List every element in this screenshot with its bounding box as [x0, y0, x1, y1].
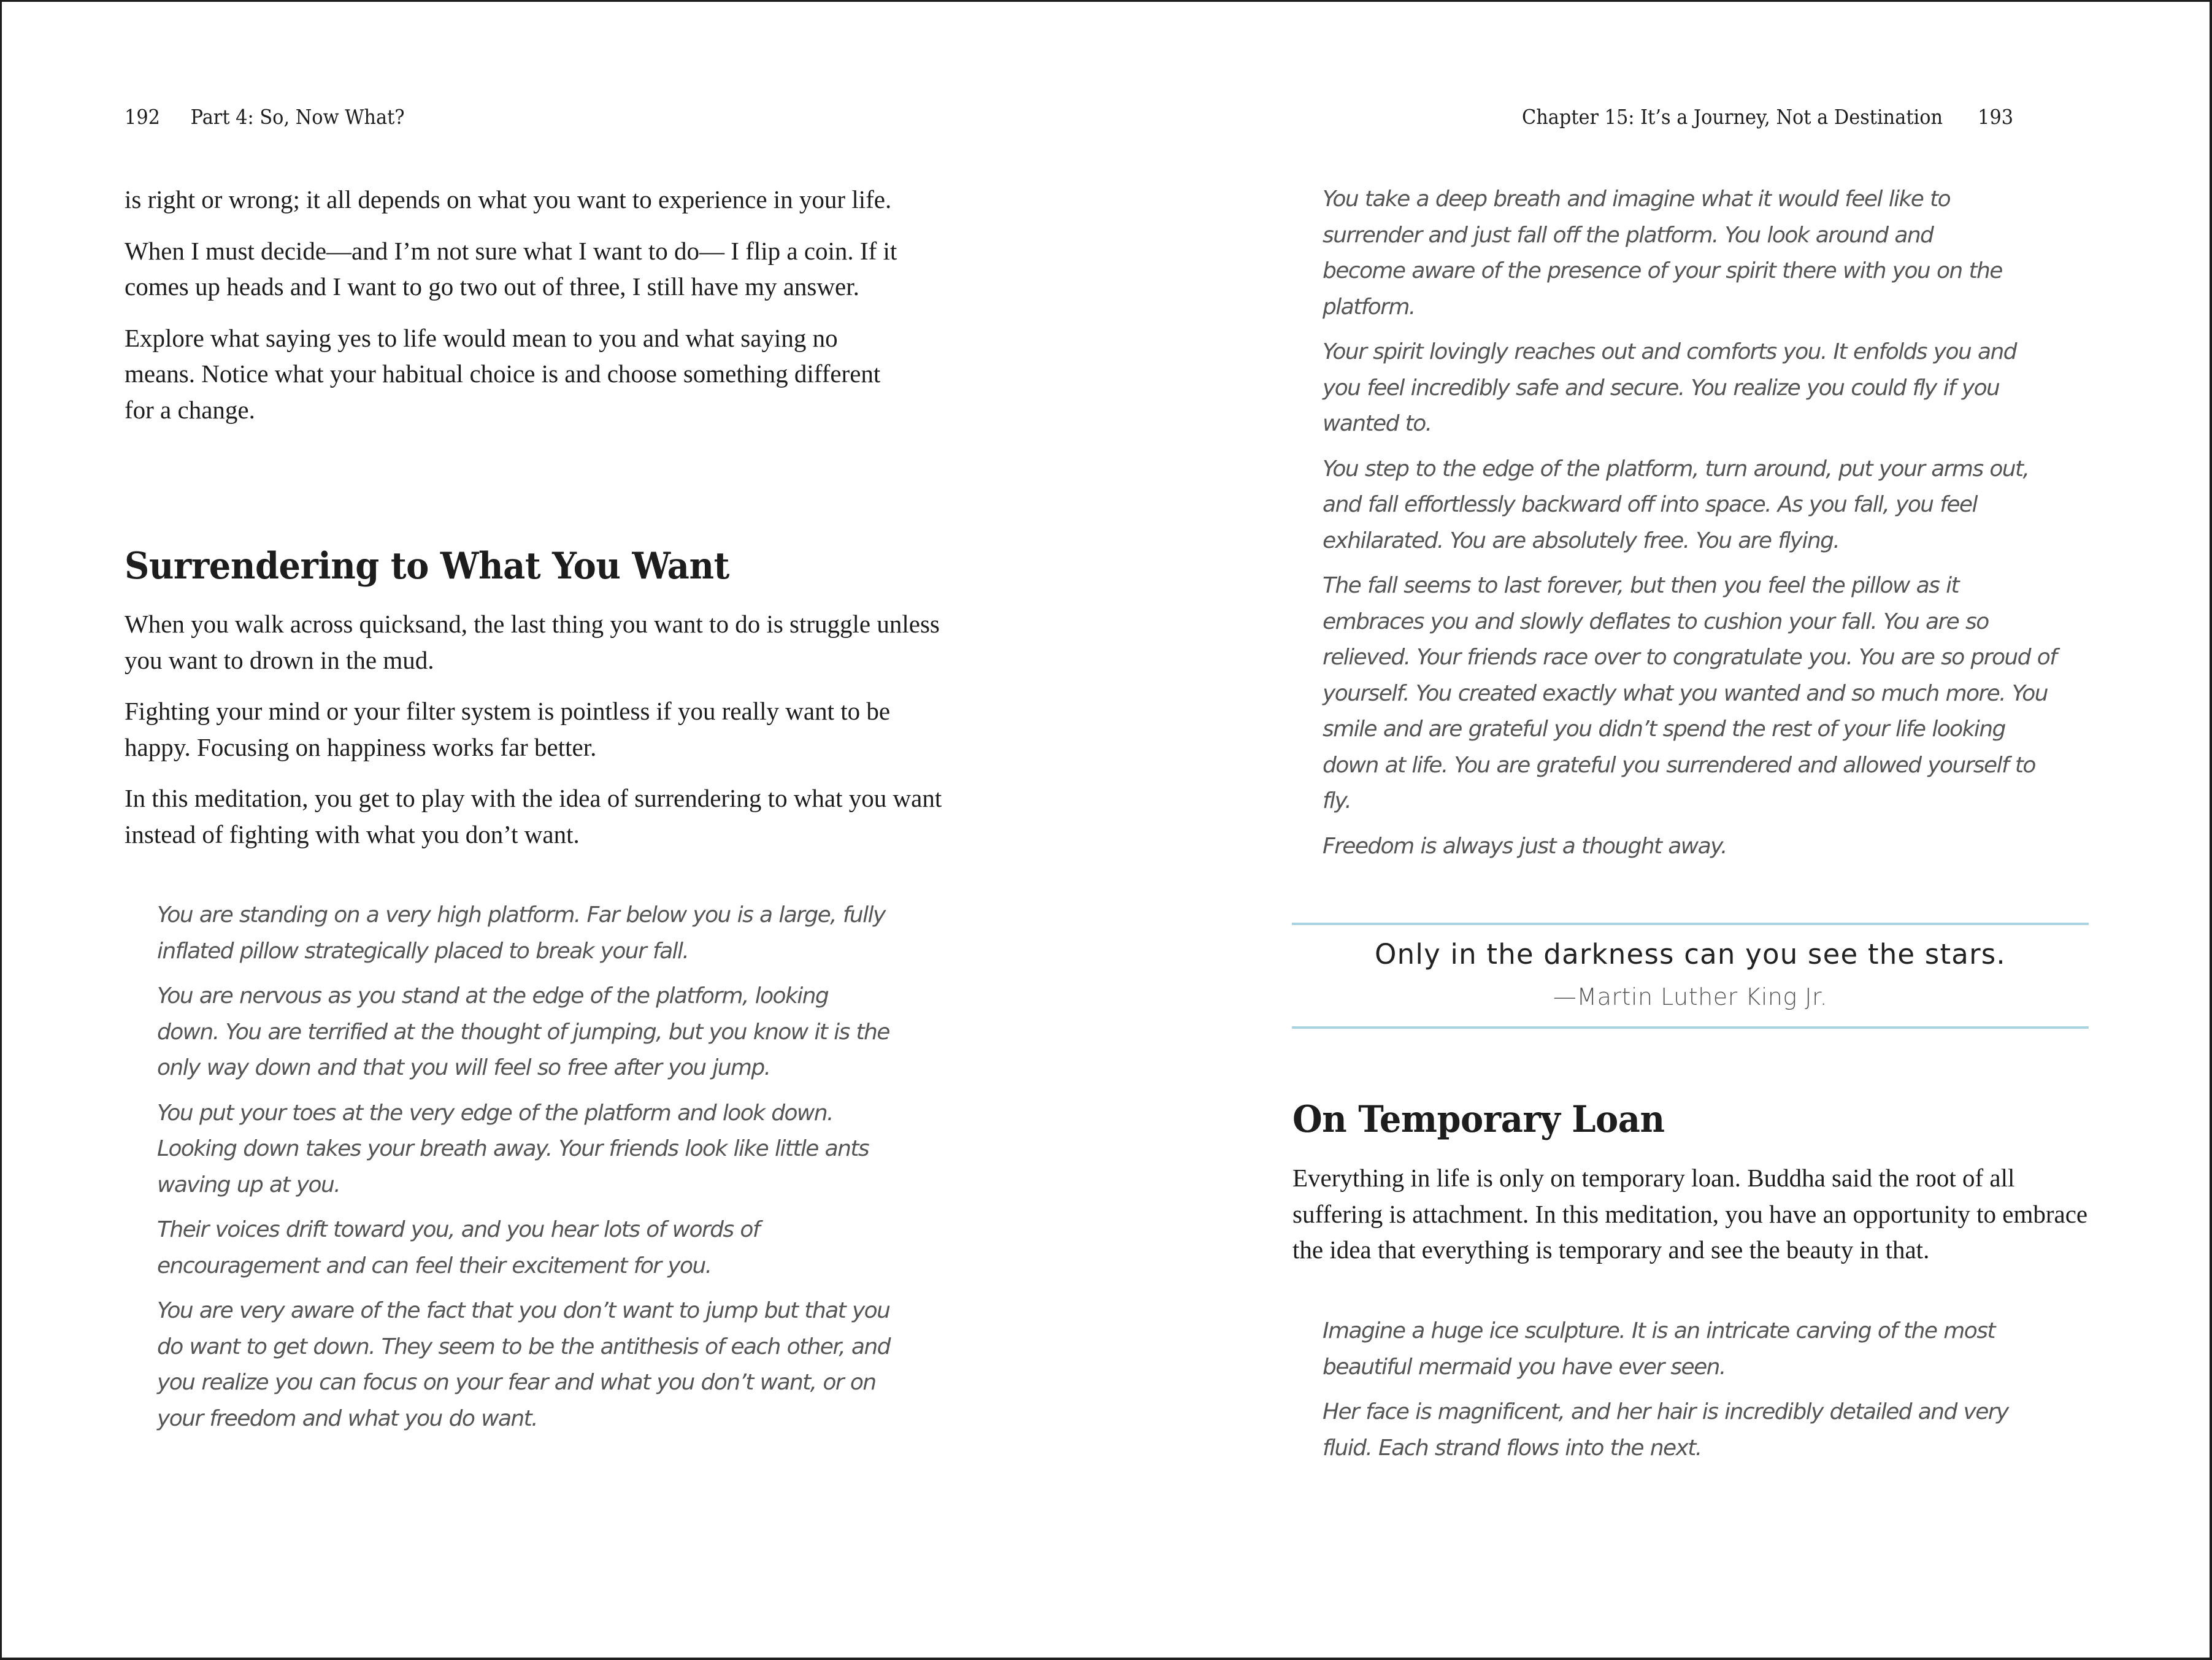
section-heading: Surrendering to What You Want [125, 545, 729, 588]
paragraph: is right or wrong; it all depends on what you want to experience in your life. [125, 185, 892, 213]
paragraph: Fighting your mind or your filter system is pointless if you really want to be happy. Focusing on happiness works far better. [125, 697, 891, 761]
meditation-paragraph: Their voices drift toward you, and you hear lots of words of encouragement and can feel their excitement for you. [157, 1217, 759, 1278]
meditation-continued [1323, 182, 2059, 874]
quote-attribution: —Martin Luther King Jr. [1553, 983, 1828, 1010]
paragraph: In this meditation, you get to play with the idea of surrendering to what you want instead of fighting with what you don’t want. [125, 784, 942, 848]
part-title: Part 4: So, Now What? [190, 105, 405, 129]
quote-text: Only in the darkness can you see the stars. [1375, 938, 2006, 970]
left-section-body [125, 606, 947, 867]
left-section [125, 542, 983, 591]
right-section-body [1292, 1160, 2096, 1283]
meditation-paragraph: Her face is magnificent, and her hair is incredibly detailed and very fluid. Each strand flows into the next. [1323, 1399, 2008, 1461]
paragraph: Everything in life is only on temporary loan. Buddha said the root of all suffering is attachment. In this meditation, you have an opportunity to embrace the idea that everything is temporary and see the beauty in that. [1292, 1164, 2088, 1264]
left-intro [125, 182, 922, 443]
meditation-paragraph: You take a deep breath and imagine what it would feel like to surrender and just fall off the platform. You look around and become aware of the presence of your spirit there with you on the platform. [1323, 186, 2002, 320]
meditation-paragraph: You are nervous as you stand at the edge of the platform, looking down. You are terrified at the thought of jumping, but you know it is the only way down and that you will feel so free after you jump. [157, 983, 889, 1080]
running-head-right [1522, 105, 2013, 136]
right-section [1292, 1095, 2151, 1144]
page-number-left: 192 [125, 105, 160, 129]
meditation-surrendering [157, 897, 893, 1446]
meditation-paragraph: You are standing on a very high platform. Far below you is a large, fully inflated pillow strategically placed to break your fall. [157, 902, 885, 964]
meditation-paragraph: Your spirit lovingly reaches out and comforts you. It enfolds you and you feel incredibly safe and secure. You realize you could fly if you wanted to. [1323, 339, 2016, 436]
meditation-paragraph: You put your toes at the very edge of the platform and look down. Looking down takes your breath away. Your friends look like little ants waving up at you. [157, 1100, 869, 1197]
chapter-title: Chapter 15: It’s a Journey, Not a Destination [1522, 105, 1943, 129]
pull-quote [1292, 923, 2089, 1029]
meditation-paragraph: The fall seems to last forever, but then you feel the pillow as it embraces you and slowly deflates to cushion your fall. You are so relieved. Your friends race over to congratulate you. You are so proud of yourself. You created exactly what you wanted and so much more. You smile and are grateful you didn’t spend the rest of your life looking down at life. You are grateful you surrendered and allowed yourself to fly. [1323, 573, 2057, 813]
paragraph: When I must decide—and I’m not sure what I want to do— I flip a coin. If it comes up heads and I want to go two out of three, I still have my answer. [125, 236, 897, 301]
paragraph: When you walk across quicksand, the last thing you want to do is struggle unless you want to drown in the mud. [125, 610, 940, 674]
quote-rule-bottom [1292, 1026, 2089, 1029]
meditation-temporary-loan [1323, 1313, 2059, 1475]
meditation-paragraph: Imagine a huge ice sculpture. It is an intricate carving of the most beautiful mermaid you have ever seen. [1323, 1318, 1995, 1380]
meditation-paragraph: You are very aware of the fact that you don’t want to jump but that you do want to get down. They seem to be the antithesis of each other, and you realize you can focus on your fear and what you don’t want, or on your freedom and what you do want. [157, 1298, 890, 1431]
quote-rule-top [1292, 923, 2089, 925]
page-number-right: 193 [1978, 105, 2014, 129]
paragraph: Explore what saying yes to life would mean to you and what saying no means. Notice what your habitual choice is and choose something different for a change. [125, 323, 881, 424]
section-heading: On Temporary Loan [1292, 1098, 1665, 1141]
meditation-paragraph: Freedom is always just a thought away. [1323, 833, 1727, 859]
running-head-left [125, 105, 405, 136]
meditation-paragraph: You step to the edge of the platform, turn around, put your arms out, and fall effortlessly backward off into space. As you fall, you feel exhilarated. You are absolutely free. You are flying. [1323, 456, 2029, 553]
